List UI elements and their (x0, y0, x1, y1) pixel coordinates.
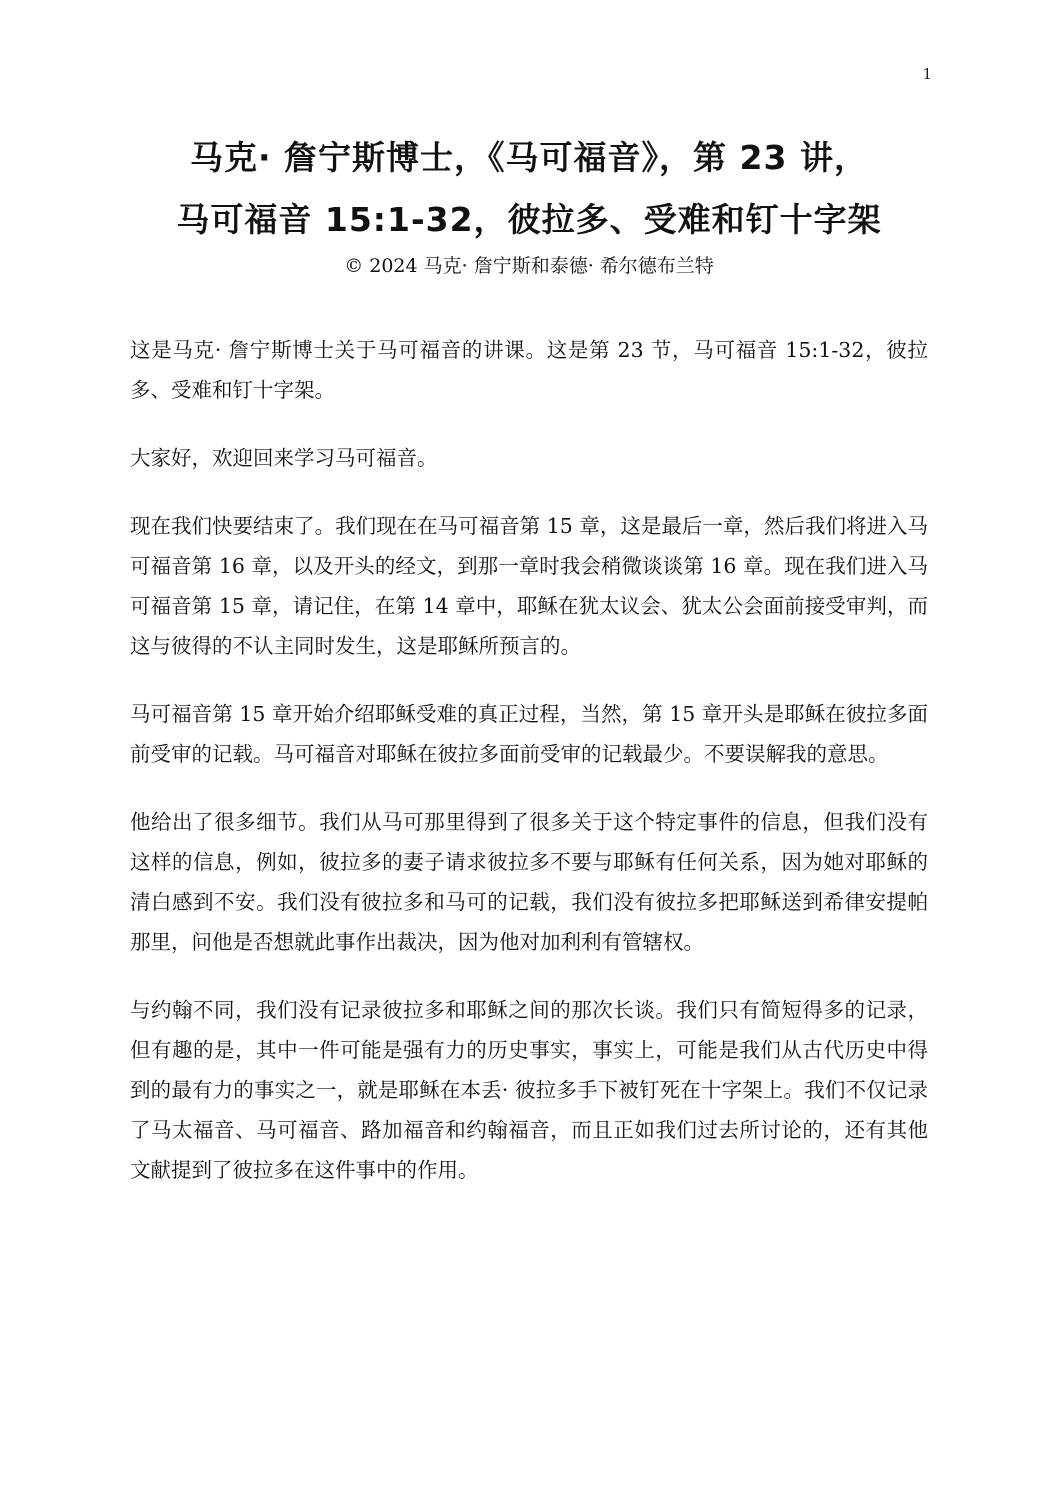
title-block (100, 132, 958, 280)
paragraph-historical-fact: 与约翰不同，我们没有记录彼拉多和耶稣之间的那次长谈。我们只有简短得多的记录，但有趣的是，其中一件可能是强有力的历史事实，事实上，可能是我们从古代历史中得到的最有力的事实之一，就是耶稣在本丢· 彼拉多手下被钉死在十字架上。我们不仅记录了马太福音、马可福音、路加福音和约翰福音，而且正如我们过去所讨论的，还有其他文献提到了彼拉多在这件事中的作用。 (130, 998, 928, 1182)
page-number: 1 (922, 65, 932, 83)
document-body (130, 330, 928, 1218)
page-title-line-1: 马克· 詹宁斯博士，《马可福音》，第 23 讲， (190, 138, 868, 177)
copyright-notice: © 2024 马克· 詹宁斯和泰德· 希尔德布兰特 (344, 255, 714, 277)
paragraph-intro: 这是马克· 詹宁斯博士关于马可福音的讲课。这是第 23 节，马可福音 15:1-32，彼拉多、受难和钉十字架。 (130, 338, 928, 402)
paragraph-greeting: 大家好，欢迎回来学习马可福音。 (130, 446, 438, 470)
paragraph-trial-before-pilate: 马可福音第 15 章开始介绍耶稣受难的真正过程，当然，第 15 章开头是耶稣在彼拉多面前受审的记载。马可福音对耶稣在彼拉多面前受审的记载最少。不要误解我的意思。 (130, 702, 928, 766)
paragraph-chapter-15-overview: 现在我们快要结束了。我们现在在马可福音第 15 章，这是最后一章，然后我们将进入马可福音第 16 章，以及开头的经文，到那一章时我会稍微谈谈第 16 章。现在我们进入马可福音第 15 章，请记住，在第 14 章中，耶稣在犹太议会、犹太公会面前接受审判，而这与彼得的不认主同时发生，这是耶稣所预言的。 (130, 514, 928, 658)
page-title-line-2: 马可福音 15:1-32，彼拉多、受难和钉十字架 (176, 200, 882, 239)
paragraph-details: 他给出了很多细节。我们从马可那里得到了很多关于这个特定事件的信息，但我们没有这样的信息，例如，彼拉多的妻子请求彼拉多不要与耶稣有任何关系，因为她对耶稣的清白感到不安。我们没有彼拉多和马可的记载，我们没有彼拉多把耶稣送到希律安提帕那里，问他是否想就此事作出裁决，因为他对加利利有管辖权。 (130, 810, 928, 954)
